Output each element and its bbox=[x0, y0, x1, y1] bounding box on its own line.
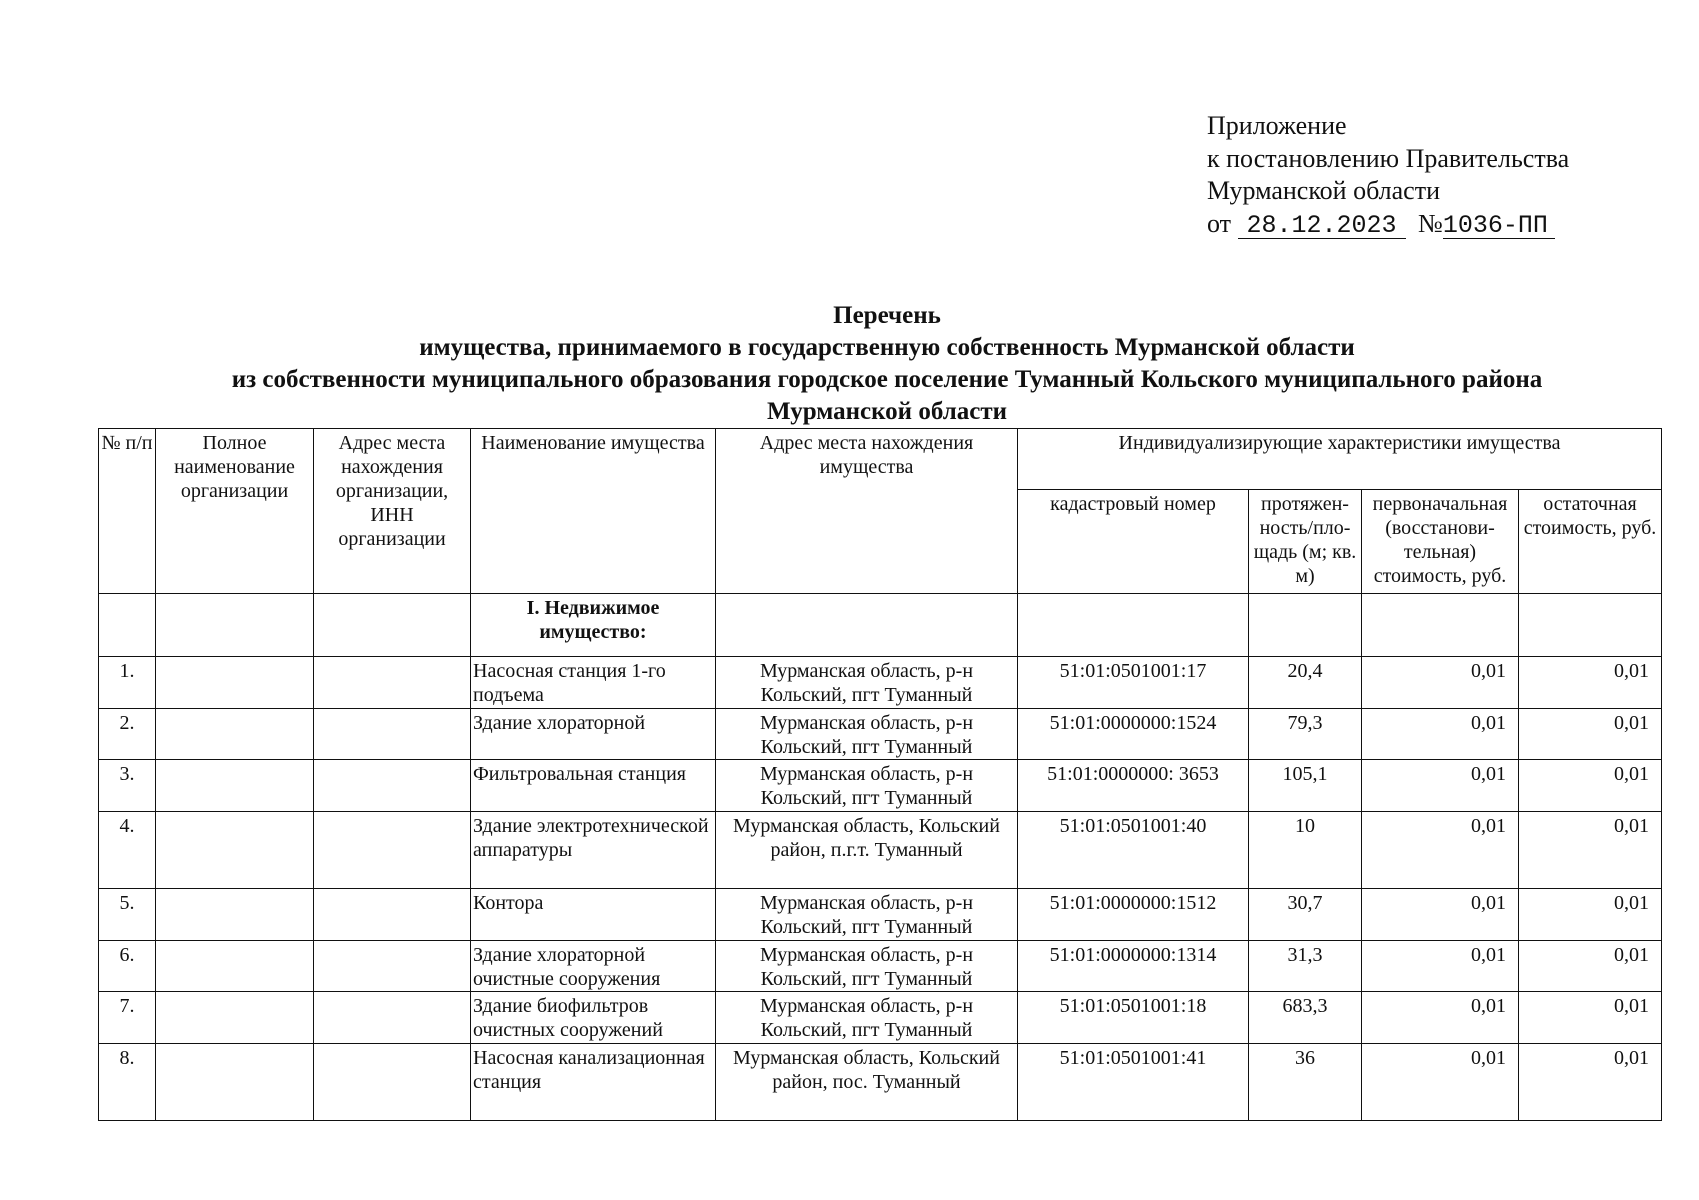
row-address: Мурманская область, р-н Кольский, пгт Туманный bbox=[716, 889, 1018, 941]
row-property-name: Насосная станция 1-го подъема bbox=[471, 657, 716, 709]
row-num: 2. bbox=[99, 709, 156, 760]
title-line-3: из собственности муниципального образования городское поселение Туманный Кольского муниципального района bbox=[231, 366, 1543, 393]
row-cadastral: 51:01:0000000:1512 bbox=[1018, 889, 1249, 941]
header-property-address: Адрес места нахождения имущества bbox=[716, 429, 1018, 594]
header-property-name: Наименование имущества bbox=[471, 429, 716, 594]
section-title: I. Недвижимое имущество: bbox=[471, 594, 716, 657]
row-cadastral: 51:01:0501001:41 bbox=[1018, 1044, 1249, 1121]
row-cadastral: 51:01:0501001:17 bbox=[1018, 657, 1249, 709]
row-residual-cost: 0,01 bbox=[1519, 992, 1662, 1044]
appendix-line-2: к постановлению Правительства bbox=[1207, 143, 1570, 173]
row-initial-cost: 0,01 bbox=[1362, 709, 1519, 760]
row-residual-cost: 0,01 bbox=[1519, 941, 1662, 992]
row-area: 10 bbox=[1249, 812, 1362, 889]
from-label: от bbox=[1207, 208, 1232, 238]
row-residual-cost: 0,01 bbox=[1519, 889, 1662, 941]
appendix-date-line bbox=[1207, 208, 1569, 241]
header-cadastral: кадастровый номер bbox=[1018, 490, 1249, 594]
row-residual-cost: 0,01 bbox=[1519, 709, 1662, 760]
row-area: 20,4 bbox=[1249, 657, 1362, 709]
row-num: 5. bbox=[99, 889, 156, 941]
row-property-name: Здание биофильтров очистных сооружений bbox=[471, 992, 716, 1044]
row-address: Мурманская область, р-н Кольский, пгт Туманный bbox=[716, 760, 1018, 812]
row-area: 105,1 bbox=[1249, 760, 1362, 812]
row-residual-cost: 0,01 bbox=[1519, 1044, 1662, 1121]
row-property-name: Контора bbox=[471, 889, 716, 941]
document-title bbox=[0, 300, 1699, 428]
row-initial-cost: 0,01 bbox=[1362, 657, 1519, 709]
document-number: 1036-ПП bbox=[1443, 214, 1555, 239]
header-initial-cost: первоначальная (восстанови-тельная) стоимость, руб. bbox=[1362, 490, 1519, 594]
number-label: № bbox=[1418, 208, 1443, 238]
row-num: 4. bbox=[99, 812, 156, 889]
row-num: 6. bbox=[99, 941, 156, 992]
row-cadastral: 51:01:0000000:1524 bbox=[1018, 709, 1249, 760]
header-residual-cost: остаточная стоимость, руб. bbox=[1519, 490, 1662, 594]
header-org-address: Адрес места нахождения организации, ИНН организации bbox=[314, 429, 471, 594]
row-initial-cost: 0,01 bbox=[1362, 1044, 1519, 1121]
document-date: 28.12.2023 bbox=[1238, 214, 1406, 239]
row-residual-cost: 0,01 bbox=[1519, 657, 1662, 709]
row-num: 1. bbox=[99, 657, 156, 709]
row-cadastral: 51:01:0000000:1314 bbox=[1018, 941, 1249, 992]
appendix-line-1: Приложение bbox=[1207, 111, 1347, 140]
row-num: 3. bbox=[99, 760, 156, 812]
row-property-name: Здание электротехнической аппаратуры bbox=[471, 812, 716, 889]
row-address: Мурманская область, Кольский район, пос. Туманный bbox=[716, 1044, 1018, 1121]
row-address: Мурманская область, Кольский район, п.г.т. Туманный bbox=[716, 812, 1018, 889]
row-property-name: Здание хлораторной bbox=[471, 709, 716, 760]
row-area: 31,3 bbox=[1249, 941, 1362, 992]
row-property-name: Насосная канализационная станция bbox=[471, 1044, 716, 1121]
row-address: Мурманская область, р-н Кольский, пгт Туманный bbox=[716, 992, 1018, 1044]
row-initial-cost: 0,01 bbox=[1362, 941, 1519, 992]
header-num: № п/п bbox=[99, 429, 156, 594]
title-line-2: имущества, принимаемого в государственную собственность Мурманской области bbox=[419, 334, 1355, 361]
row-initial-cost: 0,01 bbox=[1362, 889, 1519, 941]
row-initial-cost: 0,01 bbox=[1362, 992, 1519, 1044]
appendix-line-3: Мурманской области bbox=[1207, 176, 1440, 205]
row-num: 8. bbox=[99, 1044, 156, 1121]
row-area: 36 bbox=[1249, 1044, 1362, 1121]
property-table bbox=[98, 428, 1662, 1121]
row-area: 79,3 bbox=[1249, 709, 1362, 760]
title-line-1: Перечень bbox=[833, 302, 941, 329]
row-area: 30,7 bbox=[1249, 889, 1362, 941]
row-cadastral: 51:01:0000000: 3653 bbox=[1018, 760, 1249, 812]
row-num: 7. bbox=[99, 992, 156, 1044]
row-property-name: Здание хлораторной очистные сооружения bbox=[471, 941, 716, 992]
title-line-4: Мурманской области bbox=[766, 398, 1008, 425]
row-area: 683,3 bbox=[1249, 992, 1362, 1044]
header-area: протяжен-ность/пло-щадь (м; кв. м) bbox=[1249, 490, 1362, 594]
row-residual-cost: 0,01 bbox=[1519, 760, 1662, 812]
row-cadastral: 51:01:0501001:18 bbox=[1018, 992, 1249, 1044]
row-property-name: Фильтровальная станция bbox=[471, 760, 716, 812]
header-org-name: Полное наименование организации bbox=[156, 429, 314, 594]
row-residual-cost: 0,01 bbox=[1519, 812, 1662, 889]
row-address: Мурманская область, р-н Кольский, пгт Туманный bbox=[716, 941, 1018, 992]
appendix-block bbox=[1207, 110, 1569, 240]
row-initial-cost: 0,01 bbox=[1362, 760, 1519, 812]
row-cadastral: 51:01:0501001:40 bbox=[1018, 812, 1249, 889]
row-address: Мурманская область, р-н Кольский, пгт Туманный bbox=[716, 657, 1018, 709]
row-address: Мурманская область, р-н Кольский, пгт Туманный bbox=[716, 709, 1018, 760]
header-characteristics: Индивидуализирующие характеристики имущества bbox=[1018, 429, 1662, 490]
row-initial-cost: 0,01 bbox=[1362, 812, 1519, 889]
